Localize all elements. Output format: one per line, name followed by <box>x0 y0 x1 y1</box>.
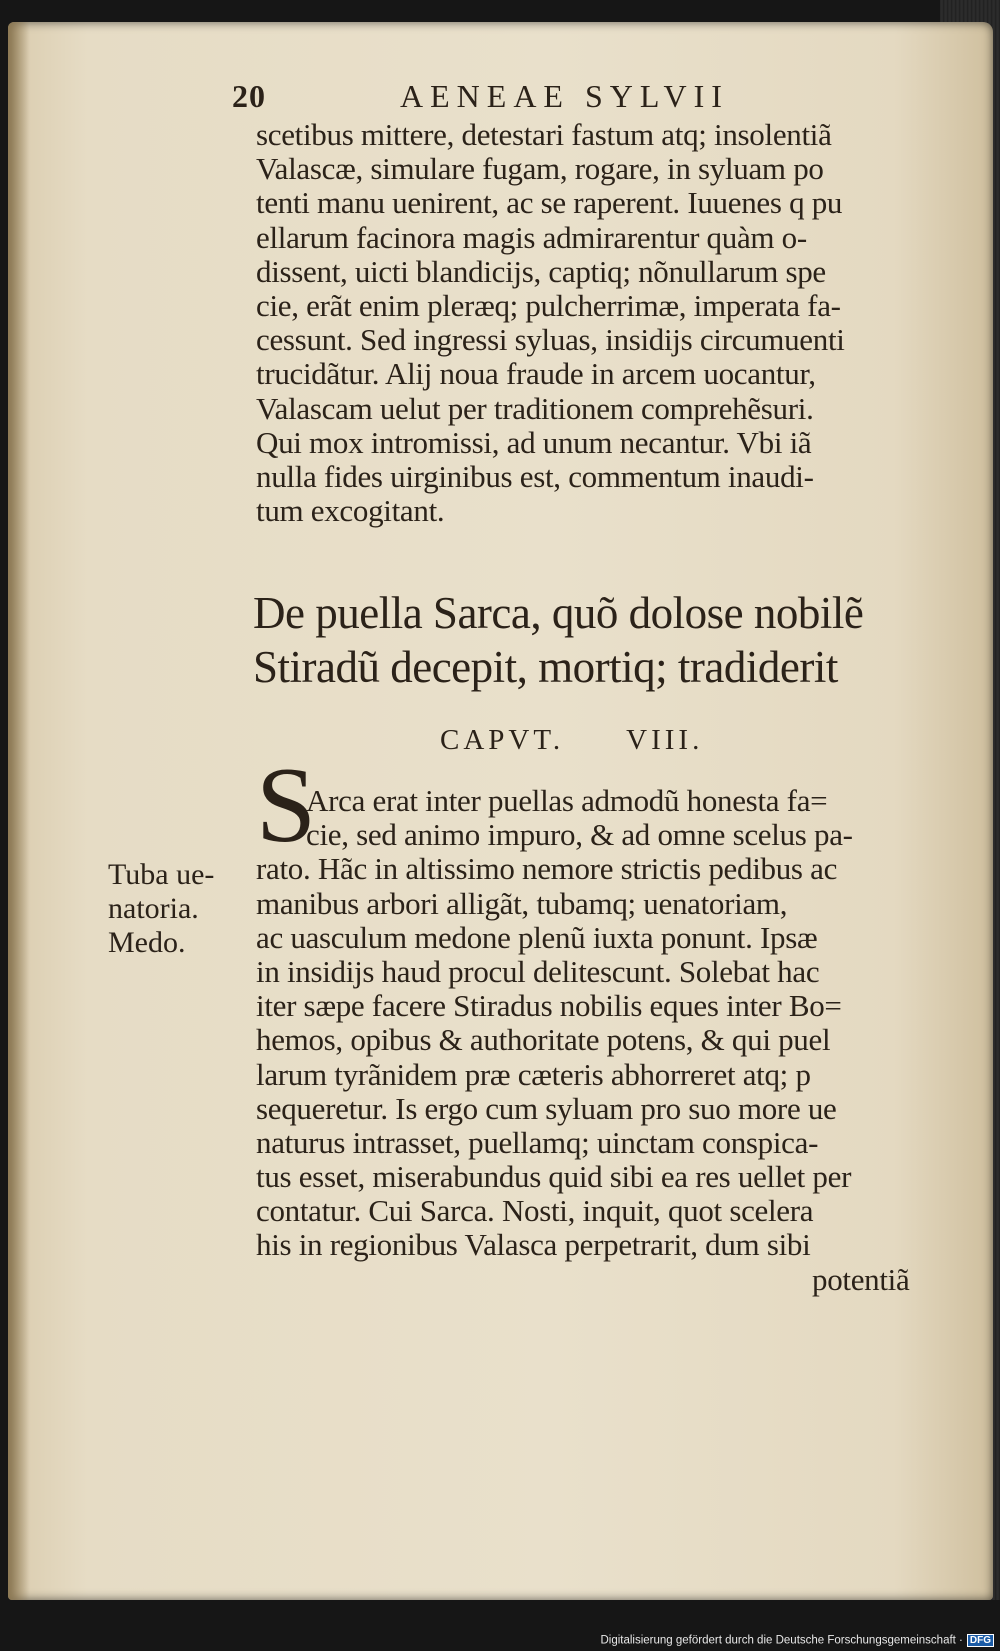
text-line: cessunt. Sed ingressi syluas, insidijs circumuenti <box>256 322 845 358</box>
digitization-credit <box>600 1634 994 1647</box>
heading-line: De puella Sarca, quõ dolose nobilẽ <box>253 588 864 638</box>
page-number: 20 <box>232 78 266 114</box>
text-line: Arca erat inter puellas admodũ honesta fa= <box>306 783 828 818</box>
marginal-notes <box>108 858 258 961</box>
text-line: tus esset, miserabundus quid sibi ea res uellet per <box>256 1159 852 1195</box>
chapter-number: VIII. <box>626 724 704 756</box>
text-line: Qui mox intromissi, ad unum necantur. Vbi iã <box>256 424 812 460</box>
body-text-main <box>256 784 956 1297</box>
marginal-note-line: natoria. <box>108 892 199 926</box>
chapter-label <box>440 724 703 757</box>
chapter-word: CAPVT. <box>440 724 565 756</box>
heading-line: Stiradũ decepit, mortiq; tradiderit <box>253 642 838 692</box>
text-line: ellarum facinora magis admirarentur quàm o- <box>256 219 807 255</box>
text-line: contatur. Cui Sarca. Nosti, inquit, quot scelera <box>256 1193 814 1229</box>
text-line: in insidijs haud procul delitescunt. Solebat hac <box>256 953 820 989</box>
text-line: rato. Hãc in altissimo nemore strictis pedibus ac <box>256 851 838 887</box>
dfg-logo: DFG <box>967 1634 994 1647</box>
text-line: hemos, opibus & authoritate potens, & qui puel <box>256 1022 831 1058</box>
credit-text: Digitalisierung gefördert durch die Deutsche Forschungsgemeinschaft · <box>600 1634 963 1647</box>
text-line: tum excogitant. <box>256 493 445 529</box>
text-line: trucidãtur. Alij noua fraude in arcem uocantur, <box>256 356 816 392</box>
text-line: Valascæ, simulare fugam, rogare, in syluam po <box>256 151 824 187</box>
text-line: cie, erãt enim pleræq; pulcherrimæ, imperata fa- <box>256 287 841 323</box>
running-head <box>232 78 792 118</box>
marginal-note-line: Tuba ue- <box>108 858 215 891</box>
chapter-heading <box>253 586 953 694</box>
text-line: nulla fides uirginibus est, commentum inaudi- <box>256 458 814 494</box>
text-line: iter sæpe facere Stiradus nobilis eques inter Bo= <box>256 988 842 1024</box>
text-line: ac uasculum medone plenũ iuxta ponunt. Ipsæ <box>256 919 818 955</box>
text-line: scetibus mittere, detestari fastum atq; insolentiã <box>256 117 832 152</box>
drop-cap: S <box>256 746 317 865</box>
marginal-note-line: Medo. <box>108 926 186 960</box>
text-line: naturus intrasset, puellamq; uinctam conspica- <box>256 1124 819 1160</box>
text-line: cie, sed animo impuro, & ad omne scelus pa- <box>306 817 853 853</box>
text-line: sequeretur. Is ergo cum syluam pro suo more ue <box>256 1090 837 1126</box>
text-line: larum tyrãnidem præ cæteris abhorreret atq; p <box>256 1056 811 1092</box>
catchword: potentiã <box>812 1261 910 1297</box>
text-line: dissent, uicti blandicijs, captiq; nõnullarum spe <box>256 253 826 289</box>
text-line: manibus arbori alligãt, tubamq; uenatoriam, <box>256 885 788 921</box>
body-text-top <box>256 118 946 528</box>
text-line: Valascam uelut per traditionem comprehẽsuri. <box>256 390 814 426</box>
text-line: his in regionibus Valasca perpetrarit, dum sibi <box>256 1227 811 1263</box>
text-line: tenti manu uenirent, ac se raperent. Iuuenes q pu <box>256 185 843 221</box>
running-title: AENEAE SYLVII <box>400 78 729 114</box>
